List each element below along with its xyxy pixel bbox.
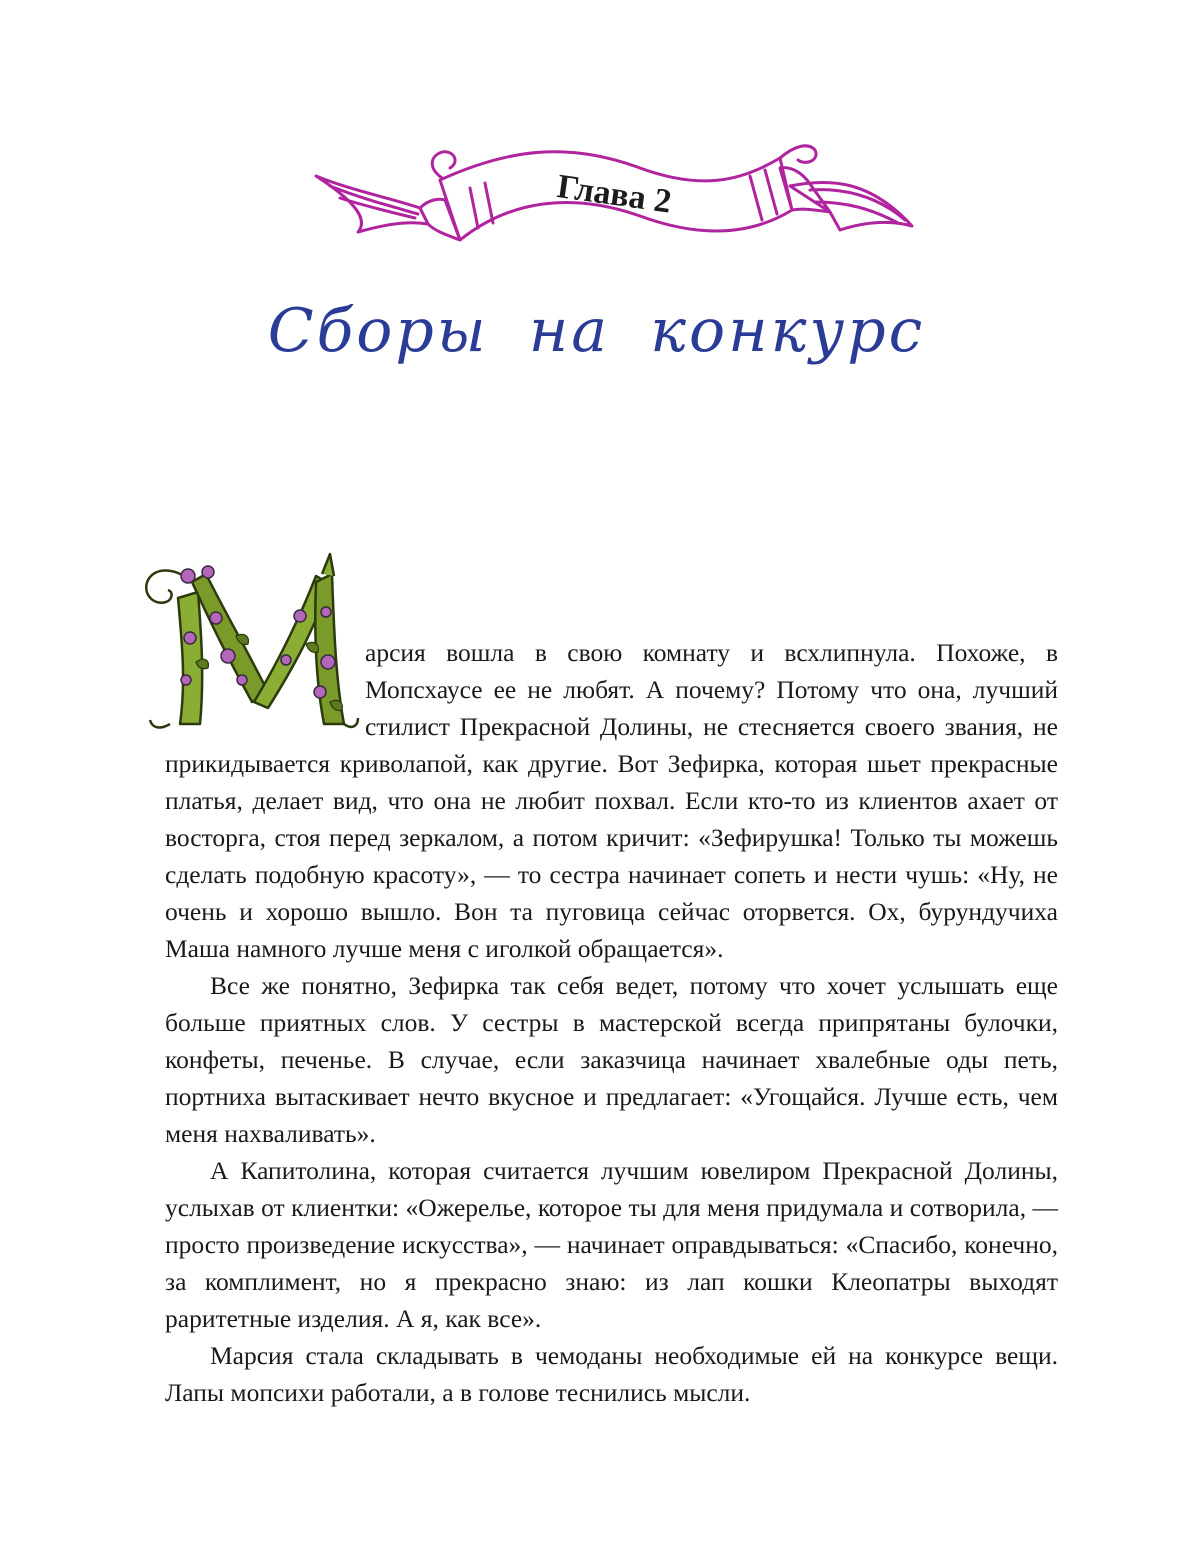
drop-cap-space <box>165 634 365 739</box>
paragraph: Все же понятно, Зефирка так себя ведет, потому что хочет услышать еще больше приятных слов. У сестры в мастерской всегда припрятаны булочки, конфеты, печенье. В случае, если заказчица начинает хвалебные оды петь, портниха вытаскивает нечто вкусное и предлагает: «Угощайся. Лучше есть, чем меня нахваливать». <box>165 971 1058 1148</box>
paragraph: арсия вошла в свою комнату и всхлипнула. Похоже, в Мопсхаусе ее не любят. А почему? Потому что она, лучший стилист Прекрасной Долины, не стесняется своего звания, не прикидывается криволапой, как другие. Вот Зефирка, которая шьет прекрасные платья, делает вид, что она не любит похвал. Если кто-то из клиентов ахает от восторга, стоя перед зеркалом, а потом кричит: «Зефирушка! Только ты можешь сделать подобную красоту», — то сестра начинает сопеть и нести чушь: «Ну, не очень и хорошо вышло. Вон та пуговица сейчас оторвется. Ох, бурундучиха Маша намного лучше меня с иголкой обращается». <box>165 638 1058 963</box>
body-text <box>165 634 1058 1411</box>
chapter-label: Глава 2 <box>554 168 674 221</box>
chapter-title: Сборы на конкурс <box>267 296 926 366</box>
paragraph: А Капитолина, которая считается лучшим ювелиром Прекрасной Долины, услыхав от клиентки: «Ожерелье, которое ты для меня придумала и сотворила, — просто произведение искусства», — начинает оправдываться: «Спасибо, конечно, за комплимент, но я прекрасно знаю: из лап кошки Клеопатры выходят раритетные изделия. А я, как все». <box>165 1156 1058 1333</box>
paragraph: Марсия стала складывать в чемоданы необходимые ей на конкурсе вещи. Лапы мопсихи работали, а в голове теснились мысли. <box>165 1341 1058 1407</box>
